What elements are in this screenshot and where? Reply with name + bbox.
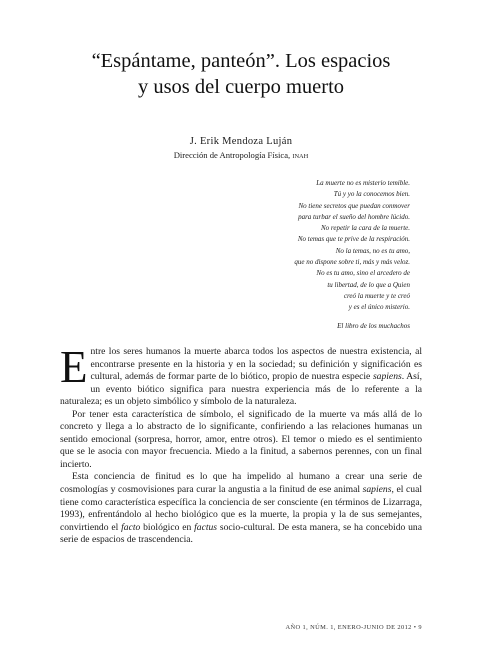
epigraph-line: para turbar el sueño del hombre lúcido. xyxy=(298,212,410,221)
epigraph-line: creó la muerte y te creó xyxy=(343,291,410,300)
author-name: J. Erik Mendoza Luján xyxy=(189,136,293,147)
epigraph-line: que no dispone sobre ti, más y más veloz. xyxy=(294,258,410,267)
article-body xyxy=(60,342,422,547)
drop-cap: E xyxy=(60,342,88,392)
author-affiliation xyxy=(0,150,482,160)
paragraph-1: Entre los seres humanos la muerte abarca todos los aspectos de nuestra existencia, al encontrarse presente en la historia y en la sociedad; su definición y significación es cultural, además de formar parte de lo biótico, propio de nuestra especie sapiens. Así, un evento biótico significa para nuestra experiencia más de lo referente a la naturaleza; es un objeto simbólico y símbolo de la naturaleza. xyxy=(60,342,422,408)
affiliation-org: INAH xyxy=(292,153,309,160)
paragraph-2: Por tener esta característica de símbolo, el significado de la muerte va más allá de lo concreto y llega a lo abstracto de lo significante, confiriendo a las relaciones humanas un sentido emocional (sorpresa, horror, amor, entre otros). El temor o miedo es el sentimiento que se le asocia con mayor frecuencia. Miedo a la finitud, a sabernos perennes, con un final incierto. xyxy=(60,408,422,470)
title-line-2: y usos del cuerpo muerto xyxy=(137,76,345,98)
epigraph-line: No es tu amo, sino el arcedero de xyxy=(316,269,410,278)
article-title xyxy=(60,48,422,100)
epigraph-line: tu libertad, de lo que a Quien xyxy=(327,280,410,289)
page-footer: AÑO 1, NÚM. 1, ENERO-JUNIO DE 2012 • 9 xyxy=(285,624,422,631)
paragraph-3: Esta conciencia de finitud es lo que ha impelido al humano a crear una serie de cosmologías y cosmovisiones para curar la angustia a la finitud de ese animal sapiens, el cual tiene como característica específica la conciencia de ser consciente (en términos de Lizarraga, 1993), enfrentándolo al hecho biológico que es la muerte, la propia y la de sus semejantes, convirtiendo el facto biológico en factus socio-cultural. De esta manera, se ha concebido una serie de espacios de trascendencia. xyxy=(60,471,422,546)
epigraph-line: Tú y yo la conocemos bien. xyxy=(333,190,410,199)
epigraph-line: La muerte no es misterio temible. xyxy=(316,179,410,187)
epigraph-source: El libro de los muchachos xyxy=(337,322,410,330)
epigraph-line: No la temas, no es tu amo, xyxy=(335,246,410,255)
epigraph-line: y es el único misterio. xyxy=(348,303,410,312)
epigraph-line: No temas que te prive de la respiración. xyxy=(297,235,410,244)
affiliation-text: Dirección de Antropología Física, xyxy=(173,150,291,160)
epigraph xyxy=(110,178,410,314)
epigraph-line: No repetir la cara de la muerte. xyxy=(321,224,410,233)
title-line-1: “Espántame, panteón”. Los espacios xyxy=(91,50,391,72)
epigraph-line: No tiene secretos que puedan conmover xyxy=(298,201,410,210)
